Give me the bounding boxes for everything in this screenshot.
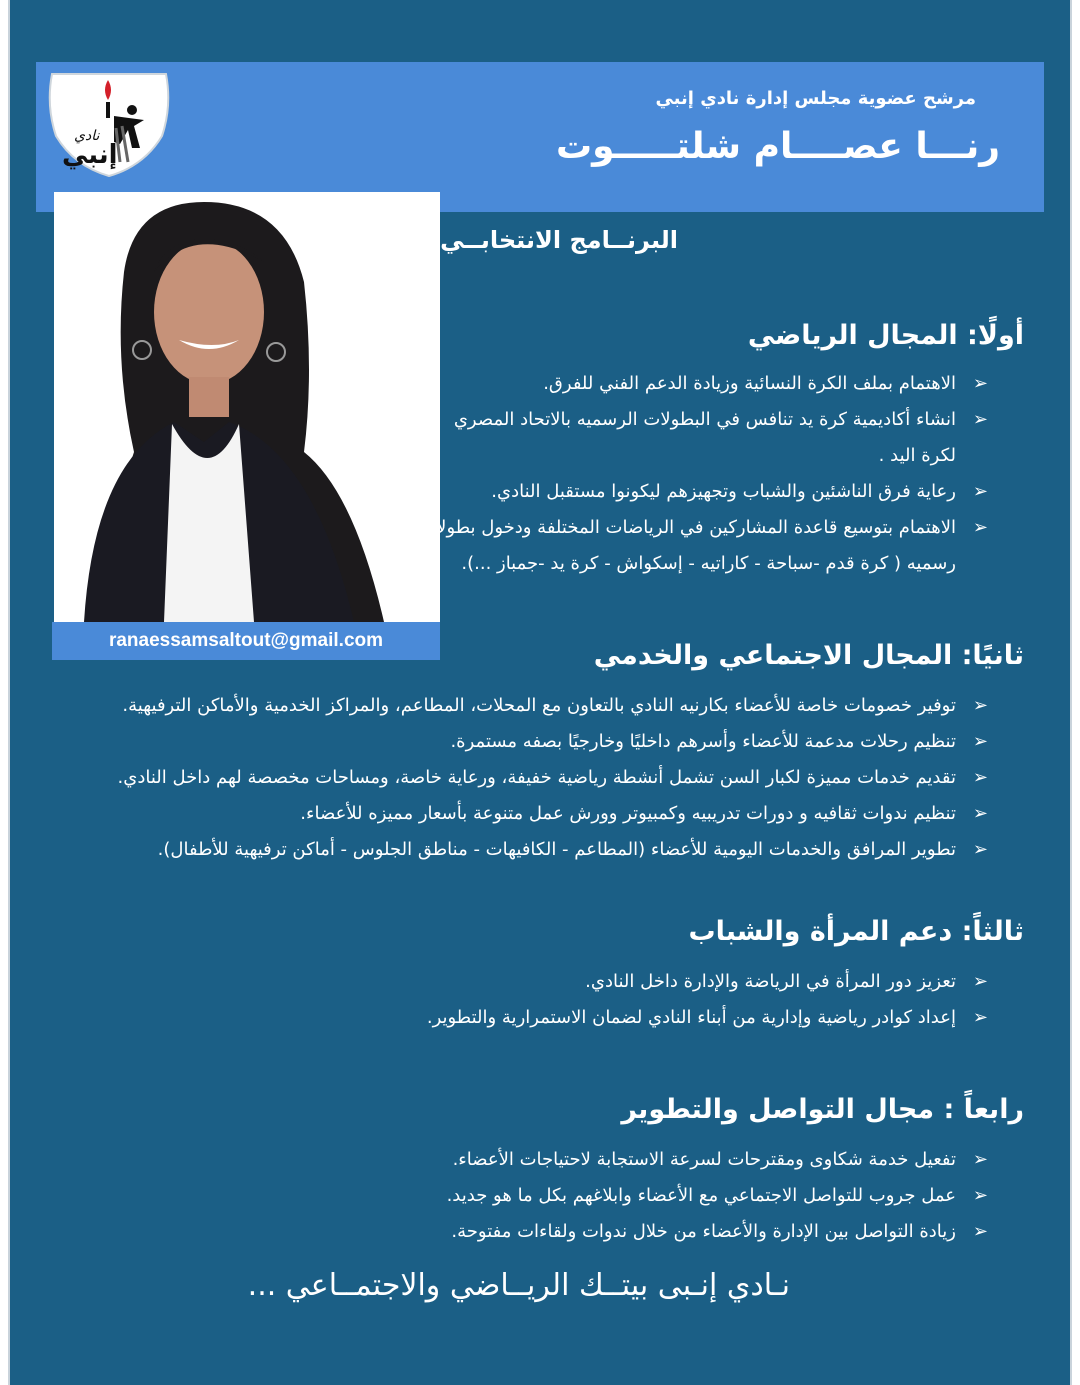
bullet-arrow-icon: ➢ [972, 839, 988, 860]
candidate-name: رنـــا عصــــام شلتـــــوت [556, 126, 1000, 167]
list-item: ➢ تطوير المرافق والخدمات اليومية للأعضاء (المطاعم - الكافيهات - مناطق الجلوس - أماكن ترفيهية للأطفال). [118, 832, 988, 868]
bullet-arrow-icon: ➢ [972, 481, 988, 502]
candidate-photo [54, 192, 440, 622]
club-logo [44, 66, 174, 178]
bullet-arrow-icon: ➢ [972, 409, 988, 430]
list-item: ➢ الاهتمام بتوسيع قاعدة المشاركين في الرياضات المختلفة ودخول بطولات رسميه ( كرة قدم -سباحة - كاراتيه - إسكواش - كرة يد -جمباز ...). [419, 510, 988, 582]
logo-text-top: نادي [74, 128, 100, 144]
bullet-arrow-icon: ➢ [972, 1185, 988, 1206]
flyer-page [8, 0, 1072, 1385]
bullet-arrow-icon: ➢ [972, 731, 988, 752]
bullet-arrow-icon: ➢ [972, 1149, 988, 1170]
list-item: ➢ زيادة التواصل بين الإدارة والأعضاء من خلال ندوات ولقاءات مفتوحة. [447, 1214, 988, 1250]
bullet-arrow-icon: ➢ [972, 767, 988, 788]
candidate-subtitle: مرشح عضوية مجلس إدارة نادي إنبي [655, 88, 976, 109]
section-list-women-youth [427, 964, 988, 1036]
section-list-social [118, 688, 988, 868]
list-item: ➢ رعاية فرق الناشئين والشباب وتجهيزهم ليكونوا مستقبل النادي. [419, 474, 988, 510]
footer-slogan: نـادي إنـبى بيتــك الريــاضي والاجتمــاعي ... [247, 1268, 790, 1303]
section-list-communication [447, 1142, 988, 1250]
section-heading-women-youth: ثالثاً: دعم المرأة والشباب [688, 916, 1024, 947]
bullet-arrow-icon: ➢ [972, 1221, 988, 1242]
contact-email[interactable]: ranaessamsaltout@gmail.com [52, 622, 440, 660]
list-item: ➢ تقديم خدمات مميزة لكبار السن تشمل أنشطة رياضية خفيفة، ورعاية خاصة، ومساحات مخصصة لهم داخل النادي. [118, 760, 988, 796]
bullet-arrow-icon: ➢ [972, 517, 988, 538]
list-item: ➢ توفير خصومات خاصة للأعضاء بكارنيه النادي بالتعاون مع المحلات، المطاعم، والمراكز الخدمية والأماكن الترفيهية. [118, 688, 988, 724]
section-heading-social: ثانيًا: المجال الاجتماعي والخدمي [593, 640, 1024, 671]
bullet-arrow-icon: ➢ [972, 1007, 988, 1028]
section-list-sports [419, 366, 988, 582]
list-item: ➢ تنظيم رحلات مدعمة للأعضاء وأسرهم داخليًا وخارجيًا بصفه مستمرة. [118, 724, 988, 760]
list-item: ➢ إعداد كوادر رياضية وإدارية من أبناء النادي لضمان الاستمرارية والتطوير. [427, 1000, 988, 1036]
bullet-arrow-icon: ➢ [972, 803, 988, 824]
section-heading-communication: رابعاً : مجال التواصل والتطوير [621, 1094, 1024, 1125]
list-item: ➢ عمل جروب للتواصل الاجتماعي مع الأعضاء وابلاغهم بكل ما هو جديد. [447, 1178, 988, 1214]
bullet-arrow-icon: ➢ [972, 373, 988, 394]
program-title: البرنــامج الانتخابــي [440, 226, 678, 254]
list-item: ➢ تفعيل خدمة شكاوى ومقترحات لسرعة الاستجابة لاحتياجات الأعضاء. [447, 1142, 988, 1178]
list-item: ➢ تعزيز دور المرأة في الرياضة والإدارة داخل النادي. [427, 964, 988, 1000]
logo-text-main: إنبي [62, 140, 118, 170]
list-item: ➢ الاهتمام بملف الكرة النسائية وزيادة الدعم الفني للفرق. [419, 366, 988, 402]
bullet-arrow-icon: ➢ [972, 695, 988, 716]
list-item: ➢ تنظيم ندوات ثقافيه و دورات تدريبيه وكمبيوتر وورش عمل متنوعة بأسعار مميزه للأعضاء. [118, 796, 988, 832]
bullet-arrow-icon: ➢ [972, 971, 988, 992]
section-heading-sports: أولًا: المجال الرياضي [747, 320, 1024, 351]
list-item: ➢ انشاء أكاديمية كرة يد تنافس في البطولات الرسميه بالاتحاد المصري لكرة اليد . [419, 402, 988, 474]
